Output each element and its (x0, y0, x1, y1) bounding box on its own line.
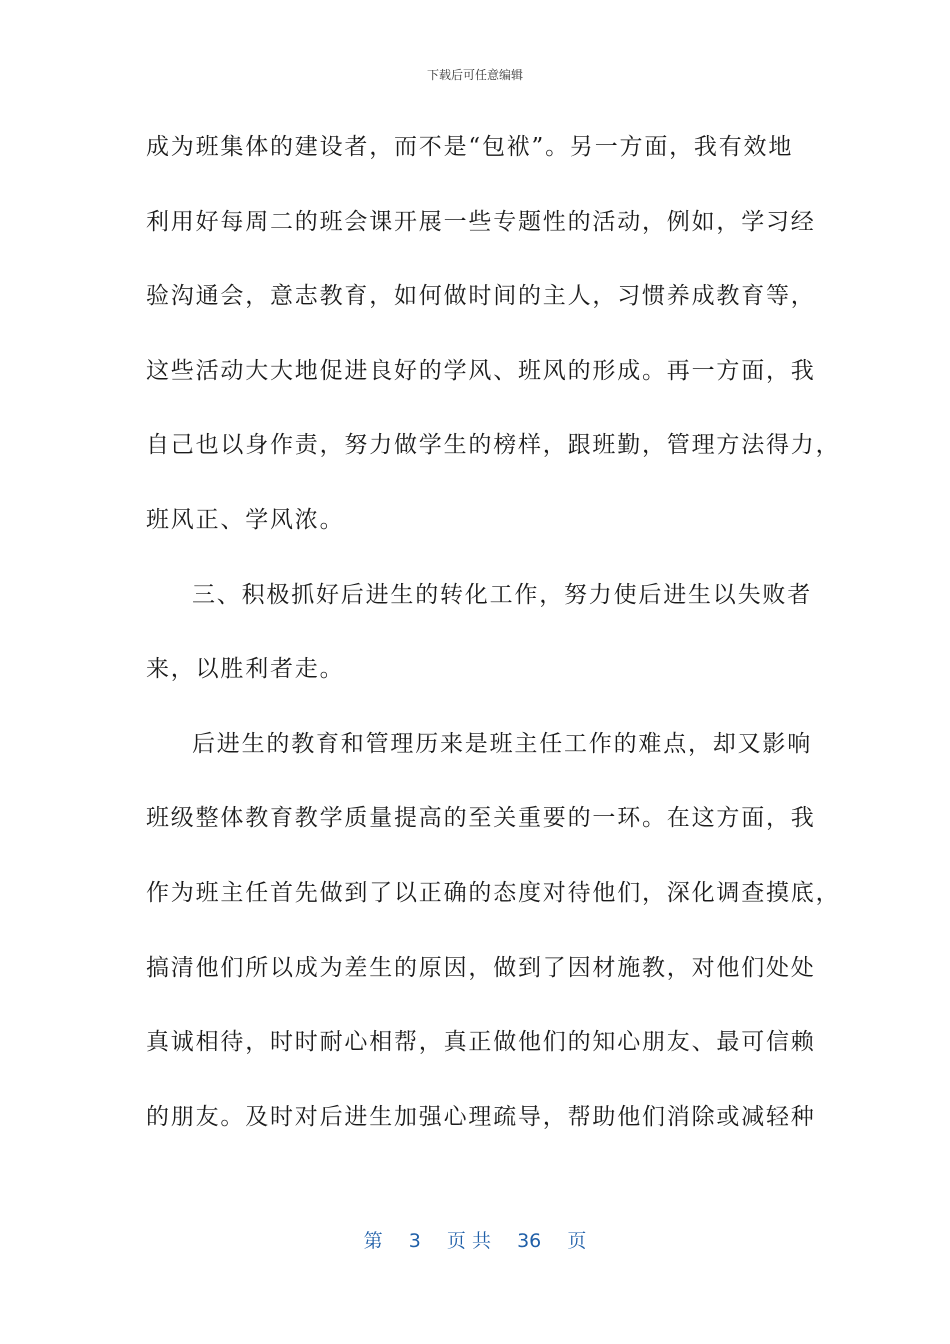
text-line: 班级整体教育教学质量提高的至关重要的一环。在这方面，我 (146, 805, 816, 832)
text-line: 班风正、学风浓。 (146, 506, 345, 533)
text-line: 的朋友。及时对后进生加强心理疏导，帮助他们消除或减轻种 (146, 1103, 816, 1130)
footer-middle: 页 共 (446, 1230, 491, 1252)
current-page-number: 3 (408, 1230, 421, 1252)
total-page-count: 36 (517, 1230, 542, 1252)
text-line: 搞清他们所以成为差生的原因，做到了因材施教，对他们处处 (146, 954, 816, 981)
text-line: 作为班主任首先做到了以正确的态度对待他们，深化调查摸底， (146, 879, 841, 906)
footer-prefix: 第 (363, 1230, 383, 1252)
text-line: 成为班集体的建设者，而不是“包袱”。另一方面，我有效地 (146, 134, 794, 160)
text-line: 真诚相待，时时耐心相帮，真正做他们的知心朋友、最可信赖 (146, 1029, 816, 1056)
page-footer (0, 1226, 950, 1253)
paragraph-start: 后进生的教育和管理历来是班主任工作的难点，却又影响 (192, 730, 812, 757)
text-line: 这些活动大大地促进良好的学风、班风的形成。再一方面，我 (146, 357, 816, 384)
section-heading: 三、积极抓好后进生的转化工作，努力使后进生以失败者 (192, 581, 812, 608)
page-header: 下载后可任意编辑 (426, 68, 523, 82)
text-line: 来，以胜利者走。 (146, 656, 345, 683)
footer-suffix: 页 (567, 1230, 587, 1252)
text-line: 自己也以身作责，努力做学生的榜样，跟班勤，管理方法得力， (146, 432, 841, 459)
text-line: 验沟通会，意志教育，如何做时间的主人，习惯养成教育等， (146, 283, 816, 310)
document-body (146, 110, 841, 1154)
text-line: 利用好每周二的班会课开展一些专题性的活动，例如，学习经 (146, 208, 816, 235)
